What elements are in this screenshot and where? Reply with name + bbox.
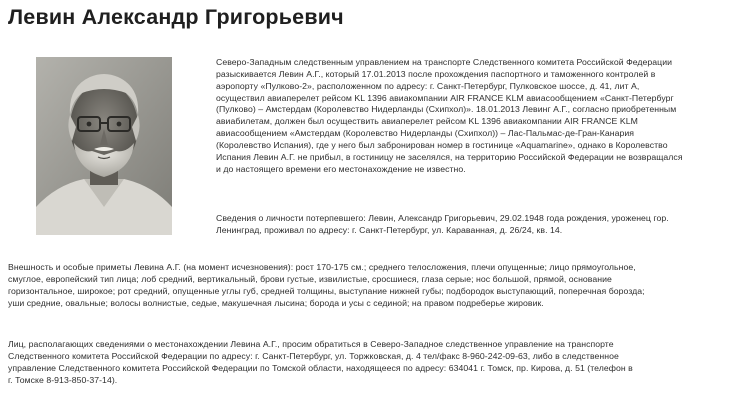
contact-request: Лиц, располагающих сведениями о местонахождении Левина А.Г., просим обратиться в Северо-Западное следственное управление на транспорте Следственного комитета Российской Федерации по адресу: г. Санкт-Петербург, ул. Торжковская, д. 4 тел/факс 8-960-242-09-63, либо в следственное управление Следственного комитета Российской Федерации по Томской области, находящееся по адресу: 634041 г. Томск, пр. Кирова, д. 51 (телефон в г. Томске 8-913-850-37-14). [8,339,633,385]
person-photo [36,57,172,235]
portrait-image [36,57,172,235]
appearance-description: Внешность и особые приметы Левина А.Г. (на момент исчезновения): рост 170-175 см.; среднего телосложения, плечи опущенные; лицо прямоугольное, смуглое, европейский тип лица; лоб средний, вертикальный, брови густые, извилистые, сросшиеся, глаза серые; нос большой, прямой, основание горизонтальное, широкое; рот средний, опущенные углы губ, средней толщины, выступание нижней губы; подбородок выступающий, поперечная борозда; уши средние, овальные; волосы волнистые, седые, макушечная лысина; борода и усы с сединой; на правом подреберье жировик. [8,262,645,308]
page-title: Левин Александр Григорьевич [8,5,344,29]
case-description: Северо-Западным следственным управлением на транспорте Следственного комитета Российской Федерации разыскивается Левин А.Г., который 17.01.2013 после прохождения паспортного и таможенного контролей в аэропорту «Пулково-2», расположенном по адресу: г. Санкт-Петербург, Пулковское шоссе, д. 41, лит А, осуществил авиаперелет рейсом KL 1396 авиакомпании AIR FRANCE KLM авиасообщением «Санкт-Петербург (Пулково) – Амстердам (Королевство Нидерланды (Схипхол)». 18.01.2013 Левинг А.Г., согласно приобретенным авиабилетам, должен был осуществить авиаперелет рейсом KL 1396 авиакомпании AIR FRANCE KLM авиасообщением «Амстердам (Королевство Нидерланды (Схипхол)) – Лас-Пальмас-де-Гран-Канария (Королевство Испания), где у него был забронирован номер в гостинице «Aquamarine», однако в Королевство Испания Левин А.Г. не прибыл, в гостиницу не заселялся, на территорию Российской Федерации не возвращался и до настоящего времени его местонахождение не известно. [216,57,683,174]
victim-info: Сведения о личности потерпевшего: Левин, Александр Григорьевич, 29.02.1948 года рождения, уроженец гор. Ленинград, проживал по адресу: г. Санкт-Петербург, ул. Караванная, д. 26/24, кв. 14. [216,213,669,235]
